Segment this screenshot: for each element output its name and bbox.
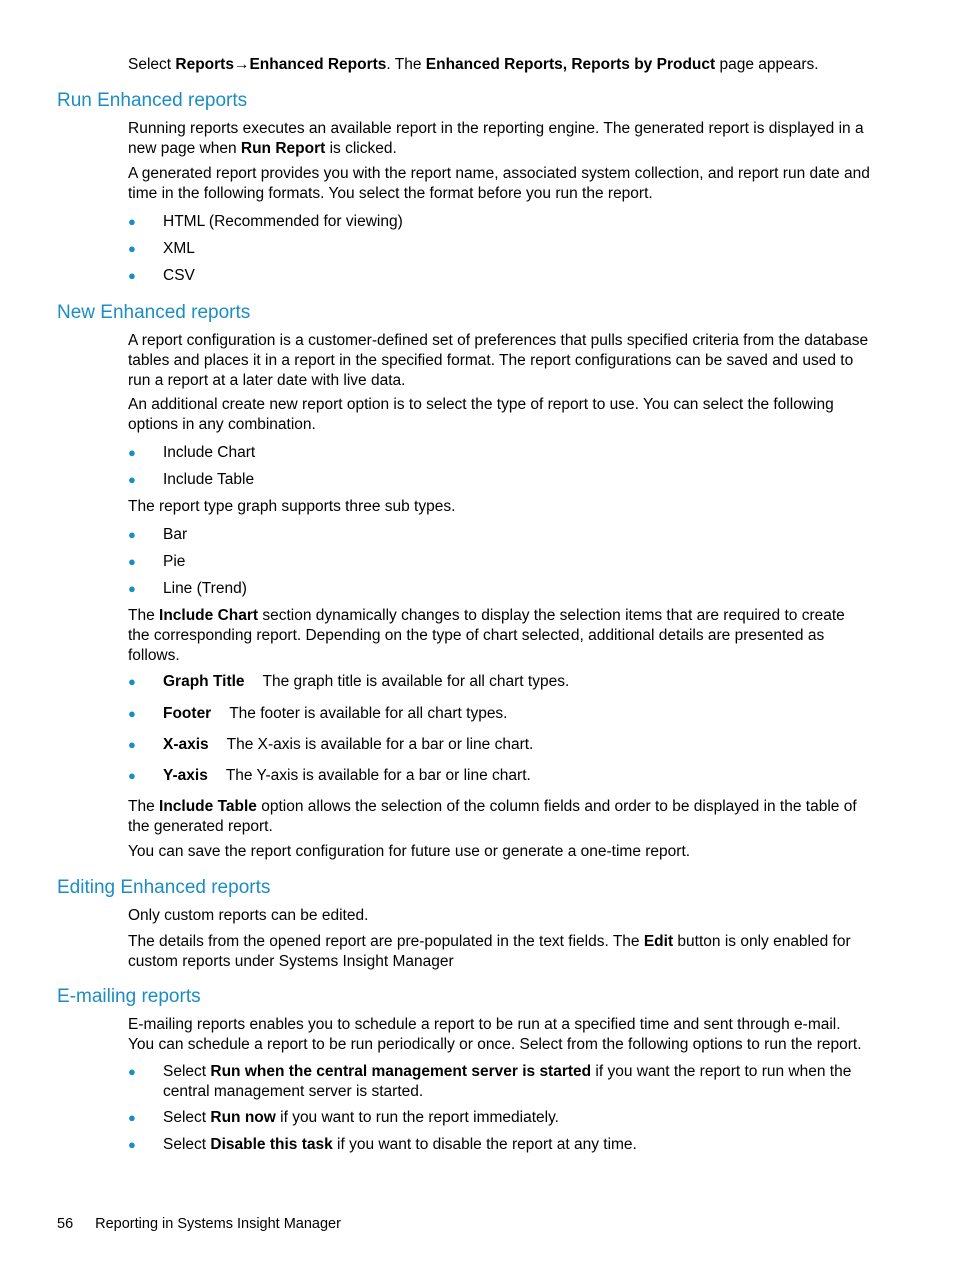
run-heading: Run Enhanced reports <box>57 90 248 111</box>
bullet-icon: ● <box>128 445 136 460</box>
run-paragraph-1: Running reports executes an available report in the reporting engine. The generated report is displayed in a new page when Run Report is clicked. <box>128 120 864 157</box>
list-item: ● Select Run now if you want to run the report immediately. <box>128 1109 559 1126</box>
bullet-icon: ● <box>128 472 136 487</box>
bullet-icon: ● <box>128 674 136 689</box>
intro-line: Select Reports→Enhanced Reports. The Enhanced Reports, Reports by Product page appears. <box>128 56 819 73</box>
run-paragraph-2: A generated report provides you with the report name, associated system collection, and report run date and time in the following formats. You select the format before you run the report. <box>128 165 870 202</box>
bullet-icon: ● <box>128 768 136 783</box>
edit-paragraph-1: Only custom reports can be edited. <box>128 907 369 924</box>
email-paragraph-1: E-mailing reports enables you to schedule a report to be run at a specified time and sent through e-mail. You can schedule a report to be run periodically or once. Select from the following options to run the report. <box>128 1016 862 1053</box>
new-paragraph-3: The report type graph supports three sub types. <box>128 498 456 515</box>
bullet-icon: ● <box>128 241 136 256</box>
bullet-icon: ● <box>128 737 136 752</box>
new-paragraph-1: A report configuration is a customer-defined set of preferences that pulls specified criteria from the database tables and places it in a report in the specified format. The report configurations can be saved and used to run a report at a later date with live data. <box>128 332 869 389</box>
bullet-icon: ● <box>128 554 136 569</box>
bullet-icon: ● <box>128 527 136 542</box>
bullet-icon: ● <box>128 1110 136 1125</box>
bullet-icon: ● <box>128 268 136 283</box>
new-heading: New Enhanced reports <box>57 302 251 323</box>
page-number: 56 <box>57 1216 74 1232</box>
new-paragraph-2: An additional create new report option is to select the type of report to use. You can select the following options in any combination. <box>128 396 834 433</box>
bullet-icon: ● <box>128 581 136 596</box>
email-heading: E-mailing reports <box>57 986 201 1007</box>
new-paragraph-6: You can save the report configuration for future use or generate a one-time report. <box>128 843 691 860</box>
new-paragraph-5: The Include Table option allows the selection of the column fields and order to be displayed in the table of the generated report. <box>128 798 857 835</box>
list-item: ● Select Disable this task if you want to disable the report at any time. <box>128 1136 637 1153</box>
bullet-icon: ● <box>128 1137 136 1152</box>
list-item: ● Select Run when the central management server is started if you want the report to run when the central management server is started. <box>128 1063 852 1100</box>
edit-paragraph-2: The details from the opened report are pre-populated in the text fields. The Edit button is only enabled for custom reports under Systems Insight Manager <box>128 933 851 970</box>
edit-heading: Editing Enhanced reports <box>57 877 271 898</box>
bullet-icon: ● <box>128 1064 136 1079</box>
bullet-icon: ● <box>128 706 136 721</box>
bullet-icon: ● <box>128 214 136 229</box>
new-paragraph-4: The Include Chart section dynamically changes to display the selection items that are required to create the corresponding report. Depending on the type of chart selected, additional details are presented as follows. <box>128 607 845 664</box>
page-footer <box>57 1214 341 1234</box>
footer-title: Reporting in Systems Insight Manager <box>95 1216 341 1232</box>
